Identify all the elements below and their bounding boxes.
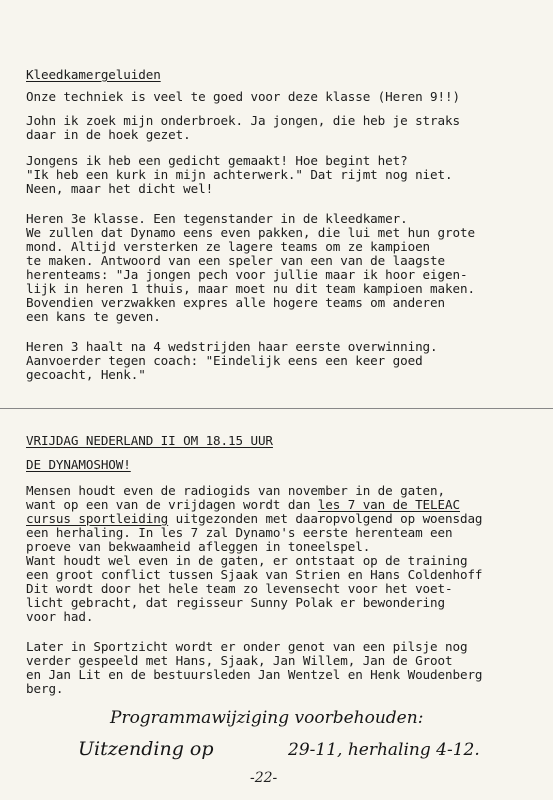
paragraph-line: "Ik heb een kurk in mijn achterwerk." Dat rijmt nog niet.	[26, 167, 453, 182]
course-reference: les 7 van de TELEAC	[317, 497, 460, 512]
paragraph-line: Mensen houdt even de radiogids van november in de gaten,	[26, 483, 445, 498]
paragraph-line: berg.	[26, 681, 64, 696]
paragraph-line: Want houdt wel even in de gaten, er ontstaat op de training	[26, 553, 468, 568]
paragraph-line: licht gebracht, dat regisseur Sunny Polak er bewondering	[26, 595, 445, 610]
paragraph-line: John ik zoek mijn onderbroek. Ja jongen, die heb je straks	[26, 113, 460, 128]
paragraph-line: een groot conflict tussen Sjaak van Strien en Hans Coldenhoff	[26, 567, 483, 582]
paragraph-line: Heren 3 haalt na 4 wedstrijden haar eerste overwinning.	[26, 339, 438, 354]
handwritten-note: Uitzending op	[78, 738, 214, 760]
page-number: -22-	[250, 770, 278, 786]
paragraph-line	[26, 498, 460, 512]
text-span: uitgezonden met daaropvolgend op woensdag	[168, 511, 483, 526]
paragraph-line: te maken. Antwoord van een speler van een van de laagste	[26, 253, 445, 268]
text-span: want op een van de vrijdagen wordt dan	[26, 497, 318, 512]
paragraph-line: een kans te geven.	[26, 309, 161, 324]
section-heading: DE DYNAMOSHOW!	[26, 457, 131, 472]
paragraph-line: We zullen dat Dynamo eens even pakken, die lui met hun grote	[26, 225, 475, 240]
section-subtitle: Onze techniek is veel te goed voor deze klasse (Heren 9!!)	[26, 89, 460, 104]
paragraph-line: verder gespeeld met Hans, Sjaak, Jan Willem, Jan de Groot	[26, 653, 453, 668]
paragraph-line: Aanvoerder tegen coach: "Eindelijk eens een keer goed	[26, 353, 423, 368]
paragraph-line: Jongens ik heb een gedicht gemaakt! Hoe begint het?	[26, 153, 408, 168]
handwritten-note: 29-11, herhaling 4-12.	[288, 740, 480, 760]
paragraph-line: herenteams: "Ja jongen pech voor jullie maar ik hoor eigen-	[26, 267, 468, 282]
paragraph-line: Dit wordt door het hele team zo levensecht voor het voet-	[26, 581, 453, 596]
paragraph-line: lijk in heren 1 thuis, maar moet nu dit team kampioen maken.	[26, 281, 475, 296]
section-title: Kleedkamergeluiden	[26, 67, 161, 82]
course-reference: cursus sportleiding	[26, 511, 169, 526]
paragraph-line: Heren 3e klasse. Een tegenstander in de kleedkamer.	[26, 211, 408, 226]
handwritten-note: Programmawijziging voorbehouden:	[110, 708, 424, 728]
paragraph-line: Later in Sportzicht wordt er onder genot van een pilsje nog	[26, 639, 468, 654]
section-heading: VRIJDAG NEDERLAND II OM 18.15 UUR	[26, 433, 273, 448]
paragraph-line: Bovendien verzwakken expres alle hogere teams om anderen	[26, 295, 445, 310]
section-divider	[0, 408, 553, 409]
paragraph-line	[26, 512, 482, 526]
paragraph-line: gecoacht, Henk."	[26, 367, 146, 382]
paragraph-line: Neen, maar het dicht wel!	[26, 181, 214, 196]
paragraph-line: proeve van bekwaamheid afleggen in toneelspel.	[26, 539, 371, 554]
paragraph-line: en Jan Lit en de bestuursleden Jan Wentzel en Henk Woudenberg	[26, 667, 483, 682]
paragraph-line: daar in de hoek gezet.	[26, 127, 191, 142]
paragraph-line: mond. Altijd versterken ze lagere teams om ze kampioen	[26, 239, 431, 254]
paragraph-line: een herhaling. In les 7 zal Dynamo's eerste herenteam een	[26, 525, 453, 540]
paragraph-line: voor had.	[26, 609, 94, 624]
